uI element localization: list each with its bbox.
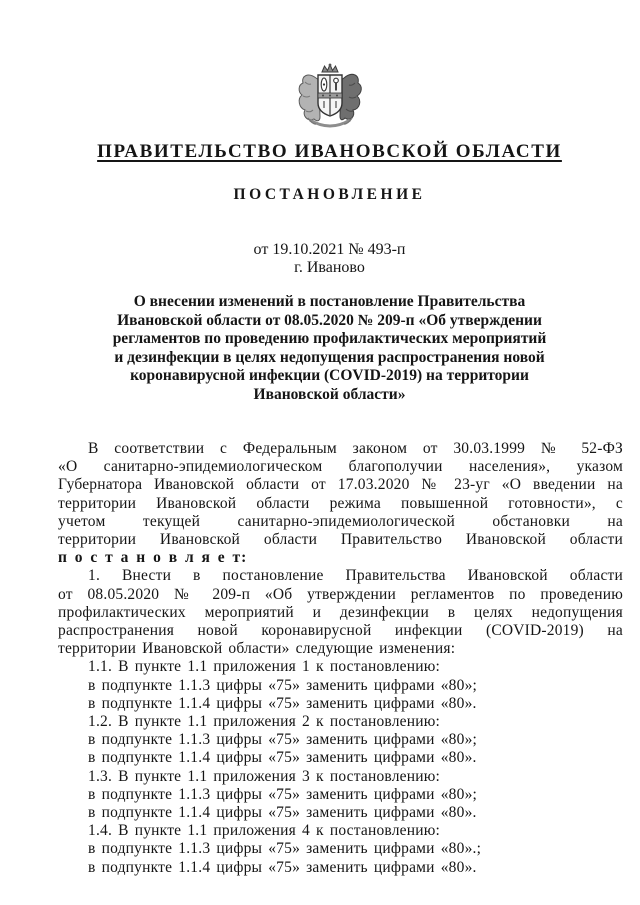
body-line: 1. Внести в постановление Правительства Ивановской области — [88, 567, 623, 585]
body-line: в подпункте 1.1.3 цифры «75» заменить цифрами «80».; — [88, 840, 482, 858]
subject-heading-line: и дезинфекции в целях недопущения распространения новой — [114, 348, 545, 366]
body-line: в подпункте 1.1.4 цифры «75» заменить цифрами «80». — [88, 804, 477, 822]
body-line: 1.1. В пункте 1.1 приложения 1 к постановлению: — [88, 658, 441, 676]
body-line: 1.4. В пункте 1.1 приложения 4 к постановлению: — [88, 822, 441, 840]
body-line: территории Ивановской области Правительство Ивановской области — [58, 531, 623, 549]
subject-heading — [58, 293, 601, 404]
letterhead — [58, 62, 601, 277]
body-line: Губернатора Ивановской области от 17.03.2020 № 23-уг «О введении на — [58, 476, 623, 494]
body-line: «О санитарно-эпидемиологическом благополучии населения», указом — [58, 458, 623, 476]
body-line: от 08.05.2020 № 209-п «Об утверждении регламентов по проведению — [58, 585, 623, 603]
body-line: в подпункте 1.1.3 цифры «75» заменить цифрами «80»; — [88, 785, 478, 803]
subject-heading-line: О внесении изменений в постановление Правительства — [133, 293, 526, 310]
body-line: территории Ивановской области» следующие изменения: — [58, 640, 456, 658]
body-line: в подпункте 1.1.4 цифры «75» заменить цифрами «80». — [88, 858, 477, 876]
body-line: распространения новой коронавирусной инфекции (COVID-2019) на — [58, 622, 623, 640]
subject-heading-line: регламентов по проведению профилактических мероприятий — [112, 330, 547, 347]
body-line: учетом текущей санитарно-эпидемиологической обстановки на — [58, 512, 623, 530]
body-line: в подпункте 1.1.3 цифры «75» заменить цифрами «80»; — [88, 676, 478, 694]
document-type-title: ПОСТАНОВЛЕНИЕ — [233, 186, 426, 203]
body-line: п о с т а н о в л я е т: — [58, 549, 248, 567]
body-line: в подпункте 1.1.4 цифры «75» заменить цифрами «80». — [88, 694, 477, 712]
body-line: 1.2. В пункте 1.1 приложения 2 к постановлению: — [88, 713, 441, 731]
coat-of-arms-icon — [292, 62, 368, 134]
body-line: территории Ивановской области режима повышенной готовности», с — [58, 494, 623, 512]
subject-heading-line: Ивановской области от 08.05.2020 № 209-п «Об утверждении — [117, 311, 542, 329]
body-line: профилактических мероприятий и дезинфекции в целях недопущения — [58, 603, 623, 621]
organization-name: ПРАВИТЕЛЬСТВО ИВАНОВСКОЙ ОБЛАСТИ — [97, 141, 562, 162]
document-city: г. Иваново — [294, 259, 365, 276]
document-date-number: от 19.10.2021 № 493-п — [253, 241, 406, 258]
subject-heading-line: коронавирусной инфекции (COVID-2019) на территории — [130, 367, 529, 384]
subject-heading-line: Ивановской области» — [253, 385, 406, 403]
body-text — [58, 440, 623, 877]
body-line: в подпункте 1.1.4 цифры «75» заменить цифрами «80». — [88, 749, 477, 767]
body-line: 1.3. В пункте 1.1 приложения 3 к постановлению: — [88, 767, 441, 785]
body-line: В соответствии с Федеральным законом от 30.03.1999 № 52-ФЗ — [88, 440, 623, 457]
body-line: в подпункте 1.1.3 цифры «75» заменить цифрами «80»; — [88, 731, 478, 749]
